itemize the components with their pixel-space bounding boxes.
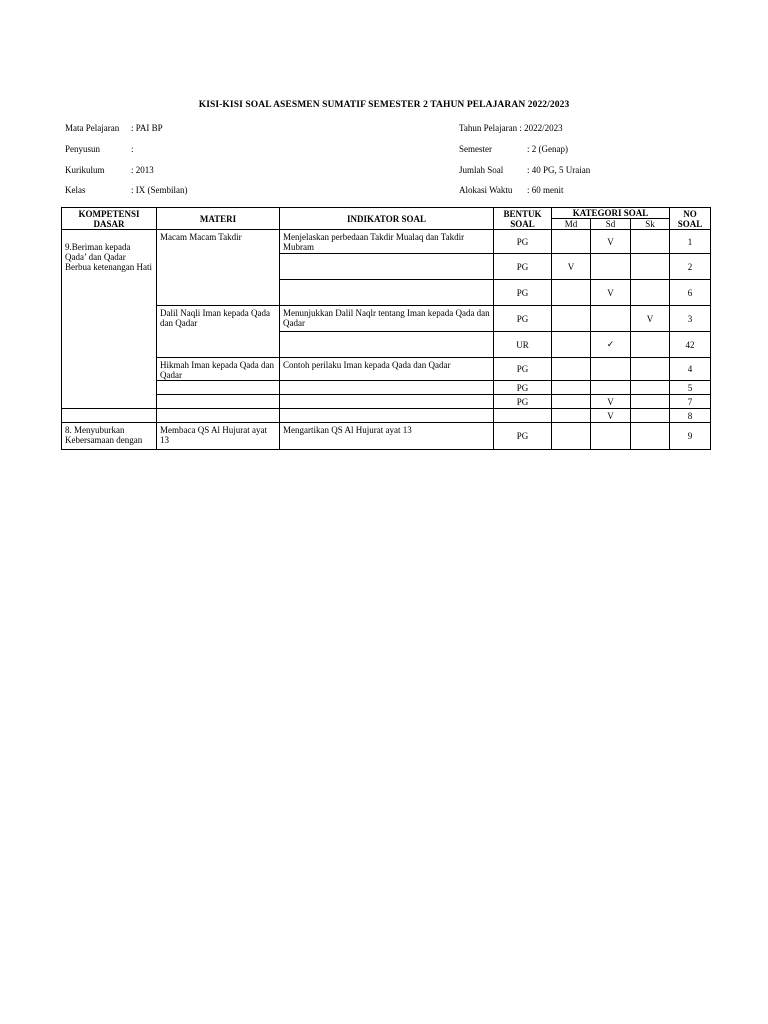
meta-value: : 2013 [131, 165, 154, 175]
sd-cell [591, 358, 631, 381]
md-cell: V [552, 254, 591, 280]
sk-cell [631, 381, 670, 395]
meta-mata-pelajaran [65, 123, 163, 133]
sk-cell [631, 332, 670, 358]
indikator-cell: Contoh perilaku Iman kepada Qada dan Qadar [280, 358, 494, 381]
md-cell [552, 423, 591, 450]
indikator-cell [280, 381, 494, 395]
sk-cell [631, 409, 670, 423]
header-md: Md [552, 219, 591, 230]
sk-cell [631, 423, 670, 450]
header-sk: Sk [631, 219, 670, 230]
table-row [62, 230, 711, 254]
indikator-cell [280, 280, 494, 306]
bentuk-cell: PG [494, 358, 552, 381]
no-soal-cell: 5 [670, 381, 711, 395]
md-cell [552, 280, 591, 306]
bentuk-cell: PG [494, 395, 552, 409]
header-bentuk-soal: BENTUK SOAL [494, 208, 552, 230]
table-row [62, 306, 711, 332]
indikator-cell [280, 395, 494, 409]
sd-cell [591, 381, 631, 395]
materi-cell [157, 381, 280, 395]
bentuk-cell: PG [494, 306, 552, 332]
indikator-cell [280, 254, 494, 280]
sk-cell [631, 230, 670, 254]
bentuk-cell: PG [494, 230, 552, 254]
no-soal-cell: 9 [670, 423, 711, 450]
meta-label: Kelas [65, 185, 86, 195]
no-soal-cell: 8 [670, 409, 711, 423]
meta-value: : [131, 144, 134, 154]
meta-label: Penyusun [65, 144, 101, 154]
meta-alokasi-waktu [459, 185, 564, 195]
meta-label: Alokasi Waktu [459, 185, 513, 195]
kompetensi-dasar-cell: 9.Beriman kepada Qada’ dan Qadar Berbua ketenangan Hati [62, 230, 157, 409]
meta-label: Mata Pelajaran [65, 123, 120, 133]
sd-cell: V [591, 395, 631, 409]
sk-cell [631, 358, 670, 381]
table-row [62, 381, 711, 395]
no-soal-cell: 42 [670, 332, 711, 358]
md-cell [552, 395, 591, 409]
meta-value: : 2022/2023 [519, 123, 563, 133]
md-cell [552, 332, 591, 358]
bentuk-cell: PG [494, 280, 552, 306]
header-indikator-soal: INDIKATOR SOAL [280, 208, 494, 230]
meta-kurikulum [65, 165, 154, 175]
table-row [62, 409, 711, 423]
materi-cell: Membaca QS Al Hujurat ayat 13 [157, 423, 280, 450]
indikator-cell: Menunjukkan Dalil Naqlr tentang Iman kepada Qada dan Qadar [280, 306, 494, 332]
meta-label: Semester [459, 144, 492, 154]
materi-cell: Hikmah Iman kepada Qada dan Qadar [157, 358, 280, 381]
indikator-cell [280, 332, 494, 358]
sk-cell: V [631, 306, 670, 332]
no-soal-cell: 3 [670, 306, 711, 332]
md-cell [552, 381, 591, 395]
bentuk-cell: UR [494, 332, 552, 358]
materi-cell: Macam Macam Takdir [157, 230, 280, 306]
header-materi: MATERI [157, 208, 280, 230]
header-kompetensi-dasar: KOMPETENSI DASAR [62, 208, 157, 230]
no-soal-cell: 4 [670, 358, 711, 381]
meta-label: Jumlah Soal [459, 165, 504, 175]
no-soal-cell: 7 [670, 395, 711, 409]
meta-tahun-pelajaran [459, 123, 563, 133]
indikator-cell: Menjelaskan perbedaan Takdir Mualaq dan Takdir Mubram [280, 230, 494, 254]
md-cell [552, 306, 591, 332]
meta-label: Tahun Pelajaran [459, 123, 518, 133]
table-row [62, 395, 711, 409]
kompetensi-dasar-cell [62, 409, 157, 423]
materi-cell [157, 395, 280, 409]
bentuk-cell: PG [494, 381, 552, 395]
document-title: KISI-KISI SOAL ASESMEN SUMATIF SEMESTER 2 TAHUN PELAJARAN 2022/2023 [198, 100, 570, 110]
sk-cell [631, 395, 670, 409]
kompetensi-dasar-cell: 8. Menyuburkan Kebersamaan dengan [62, 423, 157, 450]
table-row [62, 358, 711, 381]
bentuk-cell [494, 409, 552, 423]
md-cell [552, 409, 591, 423]
meta-kelas [65, 185, 188, 195]
sk-cell [631, 254, 670, 280]
sd-cell: V [591, 280, 631, 306]
indikator-cell: Mengartikan QS Al Hujurat ayat 13 [280, 423, 494, 450]
bentuk-cell: PG [494, 423, 552, 450]
meta-value: : 2 (Genap) [527, 144, 568, 154]
sd-cell: ✓ [591, 332, 631, 358]
header-no-soal: NO SOAL [670, 208, 711, 230]
table-row [62, 423, 711, 450]
sd-cell: V [591, 409, 631, 423]
sd-cell [591, 423, 631, 450]
materi-cell [157, 409, 280, 423]
materi-cell: Dalil Naqli Iman kepada Qada dan Qadar [157, 306, 280, 358]
meta-value: : 60 menit [527, 185, 564, 195]
md-cell [552, 230, 591, 254]
header-kategori-soal: KATEGORI SOAL [552, 208, 670, 219]
no-soal-cell: 2 [670, 254, 711, 280]
meta-value: : 40 PG, 5 Uraian [527, 165, 591, 175]
meta-value: : IX (Sembilan) [131, 185, 188, 195]
kisi-kisi-table [61, 207, 711, 450]
meta-label: Kurikulum [65, 165, 105, 175]
sd-cell [591, 254, 631, 280]
bentuk-cell: PG [494, 254, 552, 280]
sd-cell: V [591, 230, 631, 254]
meta-semester [459, 144, 568, 154]
no-soal-cell: 6 [670, 280, 711, 306]
no-soal-cell: 1 [670, 230, 711, 254]
meta-value: : PAI BP [131, 123, 163, 133]
header-sd: Sd [591, 219, 631, 230]
indikator-cell [280, 409, 494, 423]
sd-cell [591, 306, 631, 332]
md-cell [552, 358, 591, 381]
sk-cell [631, 280, 670, 306]
meta-penyusun [65, 144, 134, 154]
meta-jumlah-soal [459, 165, 590, 175]
